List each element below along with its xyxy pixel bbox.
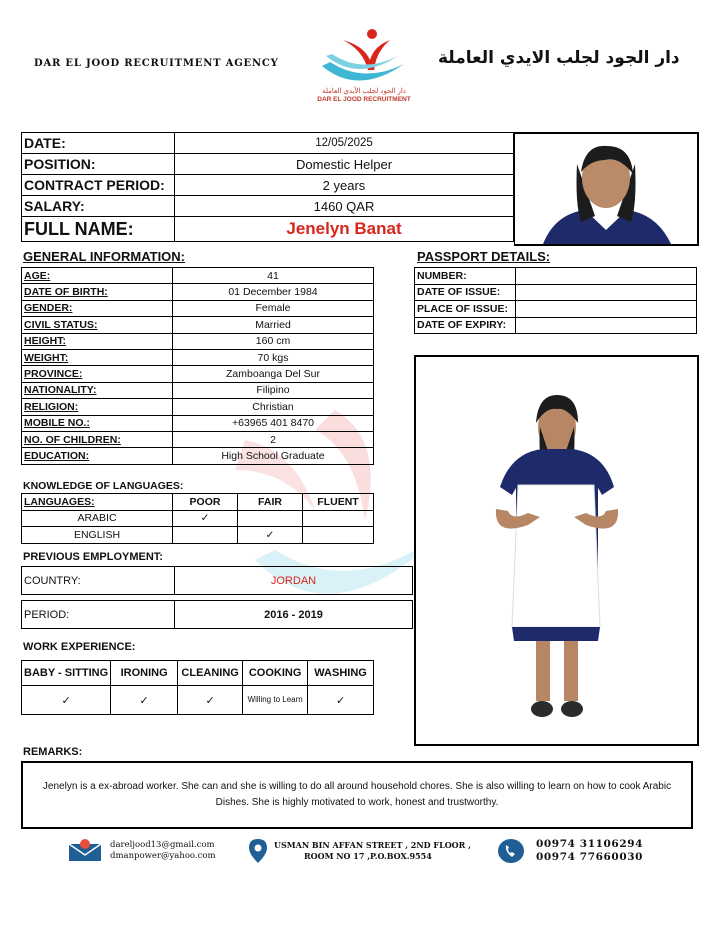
nationality-value: Filipino: [173, 382, 374, 398]
email-1: dareljood13@gmail.com: [110, 840, 215, 850]
children-value: 2: [173, 431, 374, 447]
civil-status-label: CIVIL STATUS:: [22, 317, 173, 333]
languages-header: LANGUAGES:: [22, 494, 173, 511]
full-name-value: Jenelyn Banat: [175, 217, 514, 242]
passport-issue-date-label: DATE OF ISSUE:: [415, 284, 516, 301]
address-line-1: USMAN BIN AFFAN STREET , 2ND FLOOR ,: [274, 840, 471, 850]
table-row: [22, 527, 374, 544]
check-icon: ✓: [22, 686, 111, 715]
passport-expiry-value: [516, 317, 697, 334]
washing-header: WASHING: [308, 661, 374, 686]
period-label: PERIOD:: [22, 601, 175, 629]
location-pin-icon: [248, 838, 268, 864]
position-label: POSITION:: [22, 154, 175, 175]
logo-text-ar: دار الجود لجلب الأيدي العاملة: [322, 88, 406, 95]
check-icon: ✓: [308, 686, 374, 715]
work-experience-title: WORK EXPERIENCE:: [23, 641, 136, 653]
agency-name-ar: دار الجود لجلب الايدي العاملة: [438, 48, 680, 68]
address-line-2: ROOM NO 17 ,P.O.BOX.9554: [304, 851, 432, 861]
remarks-title: REMARKS:: [23, 746, 83, 758]
full-name-label: FULL NAME:: [22, 217, 175, 242]
table-row: [415, 301, 697, 318]
cleaning-header: CLEANING: [178, 661, 243, 686]
age-label: AGE:: [22, 268, 173, 284]
nationality-label: NATIONALITY:: [22, 382, 173, 398]
education-value: High School Graduate: [173, 448, 374, 464]
dob-label: DATE OF BIRTH:: [22, 284, 173, 300]
baby-sitting-header: BABY - SITTING: [22, 661, 111, 686]
remarks-text: Jenelyn is a ex-abroad worker. She can and she is willing to do all around household chores. She is also willing to learn on how to cook Arabic Dishes. She is highly motivated to work, honest and trustworthy.: [42, 781, 672, 808]
languages-title: KNOWLEDGE OF LANGUAGES:: [23, 480, 184, 492]
mobile-label: MOBILE NO.:: [22, 415, 173, 431]
table-row: [22, 431, 374, 447]
phone-1: 00974 31106294: [536, 838, 644, 850]
check-icon: ✓: [178, 686, 243, 715]
poor-header: POOR: [173, 494, 238, 511]
employment-period-table: [21, 600, 413, 629]
height-label: HEIGHT:: [22, 333, 173, 349]
dob-value: 01 December 1984: [173, 284, 374, 300]
check-icon: ✓: [173, 510, 238, 527]
footer-emails: [110, 840, 216, 862]
remarks-box: [21, 761, 693, 829]
agency-logo: [318, 26, 408, 88]
language-fluent-cell: [303, 510, 374, 527]
footer-address: [274, 840, 471, 862]
weight-value: 70 kgs: [173, 349, 374, 365]
table-row: [22, 399, 374, 415]
civil-status-value: Married: [173, 317, 374, 333]
table-row: [22, 415, 374, 431]
table-row: [22, 601, 413, 629]
gender-value: Female: [173, 300, 374, 316]
passport-table: [414, 267, 697, 334]
height-value: 160 cm: [173, 333, 374, 349]
passport-title: PASSPORT DETAILS:: [417, 249, 551, 264]
table-row: [415, 317, 697, 334]
table-row: [22, 661, 374, 686]
salary-label: SALARY:: [22, 196, 175, 217]
language-name: ARABIC: [22, 510, 173, 527]
cooking-value: Willing to Learn: [243, 686, 308, 715]
table-row: [22, 349, 374, 365]
education-label: EDUCATION:: [22, 448, 173, 464]
mobile-value: +63965 401 8470: [173, 415, 374, 431]
passport-number-value: [516, 268, 697, 285]
religion-value: Christian: [173, 399, 374, 415]
languages-table: [21, 493, 374, 544]
language-fair-cell: [238, 510, 303, 527]
table-row: [415, 284, 697, 301]
period-value: 2016 - 2019: [175, 601, 413, 629]
country-label: COUNTRY:: [22, 567, 175, 595]
headshot-photo: [514, 132, 699, 246]
fluent-header: FLUENT: [303, 494, 374, 511]
language-fluent-cell: [303, 527, 374, 544]
weight-label: WEIGHT:: [22, 349, 173, 365]
email-icon: [68, 838, 102, 862]
general-info-title: GENERAL INFORMATION:: [23, 249, 186, 264]
table-row: [22, 494, 374, 511]
table-row: [22, 366, 374, 382]
table-row: [22, 284, 374, 300]
phone-2: 00974 77660030: [536, 851, 644, 863]
language-poor-cell: [173, 527, 238, 544]
table-row: [22, 300, 374, 316]
language-name: ENGLISH: [22, 527, 173, 544]
employment-country-table: [21, 566, 413, 595]
ironing-header: IRONING: [111, 661, 178, 686]
passport-expiry-label: DATE OF EXPIRY:: [415, 317, 516, 334]
table-row: [22, 567, 413, 595]
phone-icon: [497, 838, 525, 864]
passport-issue-place-label: PLACE OF ISSUE:: [415, 301, 516, 318]
cooking-header: COOKING: [243, 661, 308, 686]
table-row: [22, 333, 374, 349]
province-label: PROVINCE:: [22, 366, 173, 382]
contract-label: CONTRACT PERIOD:: [22, 175, 175, 196]
country-value: JORDAN: [175, 567, 413, 595]
table-row: [22, 686, 374, 715]
fair-header: FAIR: [238, 494, 303, 511]
table-row: [22, 448, 374, 464]
date-label: DATE:: [22, 133, 175, 154]
religion-label: RELIGION:: [22, 399, 173, 415]
agency-name-en: DAR EL JOOD RECRUITMENT AGENCY: [34, 58, 279, 69]
check-icon: ✓: [111, 686, 178, 715]
age-value: 41: [173, 268, 374, 284]
table-row: [22, 382, 374, 398]
table-row: [22, 317, 374, 333]
passport-issue-place-value: [516, 301, 697, 318]
full-body-photo: [414, 355, 699, 746]
table-row: [22, 510, 374, 527]
position-value: Domestic Helper: [175, 154, 514, 175]
province-value: Zamboanga Del Sur: [173, 366, 374, 382]
passport-number-label: NUMBER:: [415, 268, 516, 285]
footer-phones: [536, 838, 643, 864]
top-info-table: [21, 132, 514, 242]
date-value: 12/05/2025: [175, 133, 514, 154]
logo-text-en: DAR EL JOOD RECRUITMENT: [317, 96, 411, 103]
table-row: [415, 268, 697, 285]
general-info-table: [21, 267, 374, 465]
email-2: dmanpower@yahoo.com: [110, 851, 216, 861]
children-label: NO. OF CHILDREN:: [22, 431, 173, 447]
check-icon: ✓: [238, 527, 303, 544]
gender-label: GENDER:: [22, 300, 173, 316]
contract-value: 2 years: [175, 175, 514, 196]
table-row: [22, 268, 374, 284]
work-experience-table: [21, 660, 374, 715]
salary-value: 1460 QAR: [175, 196, 514, 217]
employment-title: PREVIOUS EMPLOYMENT:: [23, 551, 163, 563]
passport-issue-date-value: [516, 284, 697, 301]
